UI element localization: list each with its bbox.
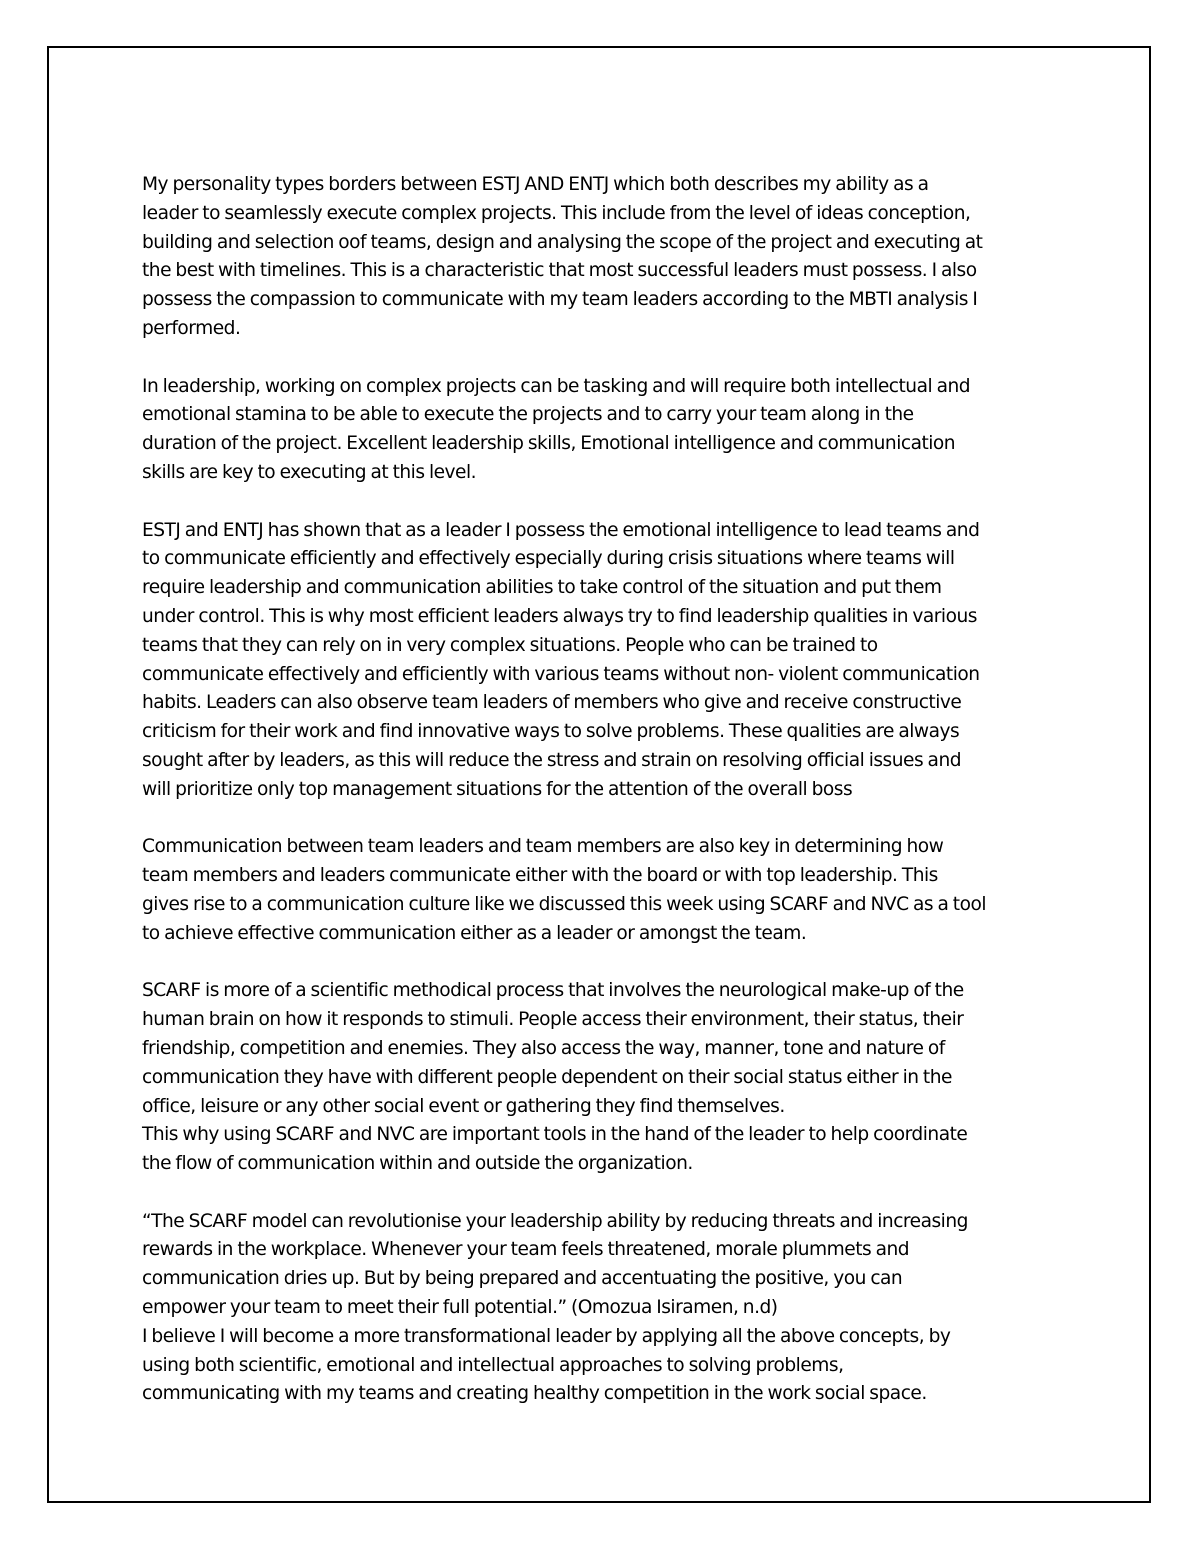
text-line: communicating with my teams and creating healthy competition in the work social space. [142, 1383, 927, 1405]
text-line: criticism for their work and find innovative ways to solve problems. These qualities are always [142, 721, 960, 743]
text-line: the flow of communication within and outside the organization. [142, 1153, 693, 1175]
text-line: human brain on how it responds to stimuli. People access their environment, their status, their [142, 1009, 964, 1031]
text-line: My personality types borders between ESTJ AND ENTJ which both describes my ability as a [142, 174, 929, 195]
text-line: Communication between team leaders and team members are also key in determining how [142, 836, 944, 858]
text-line: performed. [142, 317, 241, 339]
text-line: “The SCARF model can revolutionise your leadership ability by reducing threats and increasing [142, 1210, 968, 1232]
text-line: gives rise to a communication culture like we discussed this week using SCARF and NVC as a tool [142, 893, 986, 915]
text-line: empower your team to meet their full potential.” (Omozua Isiramen, n.d) [142, 1297, 778, 1319]
text-line: friendship, competition and enemies. They also access the way, manner, tone and nature of [142, 1037, 945, 1059]
text-line: rewards in the workplace. Whenever your team feels threatened, morale plummets and [142, 1239, 910, 1261]
text-line: office, leisure or any other social event or gathering they find themselves. [142, 1095, 785, 1117]
text-line: using both scientific, emotional and intellectual approaches to solving problems, [142, 1354, 844, 1376]
text-line: will prioritize only top management situations for the attention of the overall boss [142, 778, 853, 800]
paragraph-scarf [142, 977, 1072, 1179]
paragraph-quote-conclusion [142, 1208, 1072, 1410]
text-line: ESTJ and ENTJ has shown that as a leader I possess the emotional intelligence to lead teams and [142, 519, 980, 541]
text-line: communication they have with different people dependent on their social status either in the [142, 1066, 952, 1088]
text-line: leader to seamlessly execute complex projects. This include from the level of ideas conception, [142, 202, 971, 224]
text-line: under control. This is why most efficient leaders always try to find leadership qualities in various [142, 605, 977, 627]
text-line: building and selection oof teams, design and analysing the scope of the project and executing at [142, 231, 983, 253]
text-line: communicate effectively and efficiently with various teams without non- violent communication [142, 663, 980, 685]
text-line: sought after by leaders, as this will reduce the stress and strain on resolving official issues and [142, 749, 962, 771]
text-line: I believe I will become a more transformational leader by applying all the above concepts, by [142, 1325, 951, 1347]
paragraph-communication [142, 833, 1072, 948]
text-line: team members and leaders communicate either with the board or with top leadership. This [142, 865, 938, 887]
text-line: duration of the project. Excellent leadership skills, Emotional intelligence and communication [142, 433, 956, 455]
text-line: SCARF is more of a scientific methodical process that involves the neurological make-up of the [142, 980, 964, 1002]
text-line: communication dries up. But by being prepared and accentuating the positive, you can [142, 1268, 903, 1290]
paragraph-leadership [142, 373, 1072, 488]
paragraph-estj-entj [142, 517, 1072, 805]
text-line: to communicate efficiently and effectively especially during crisis situations where teams will [142, 548, 955, 570]
document-body [142, 171, 1072, 1409]
text-line: emotional stamina to be able to execute the projects and to carry your team along in the [142, 404, 914, 426]
text-line: habits. Leaders can also observe team leaders of members who give and receive constructive [142, 692, 962, 714]
text-line: to achieve effective communication either as a leader or amongst the team. [142, 922, 807, 944]
text-line: skills are key to executing at this level. [142, 461, 477, 483]
text-line: This why using SCARF and NVC are important tools in the hand of the leader to help coordinate [142, 1124, 968, 1146]
text-line: teams that they can rely on in very complex situations. People who can be trained to [142, 634, 878, 656]
text-line: the best with timelines. This is a characteristic that most successful leaders must possess. I also [142, 260, 977, 282]
text-line: possess the compassion to communicate with my team leaders according to the MBTI analysis I [142, 289, 978, 311]
paragraph-personality-types [142, 171, 1072, 344]
text-line: require leadership and communication abilities to take control of the situation and put them [142, 577, 942, 599]
text-line: In leadership, working on complex projects can be tasking and will require both intellectual and [142, 375, 971, 397]
